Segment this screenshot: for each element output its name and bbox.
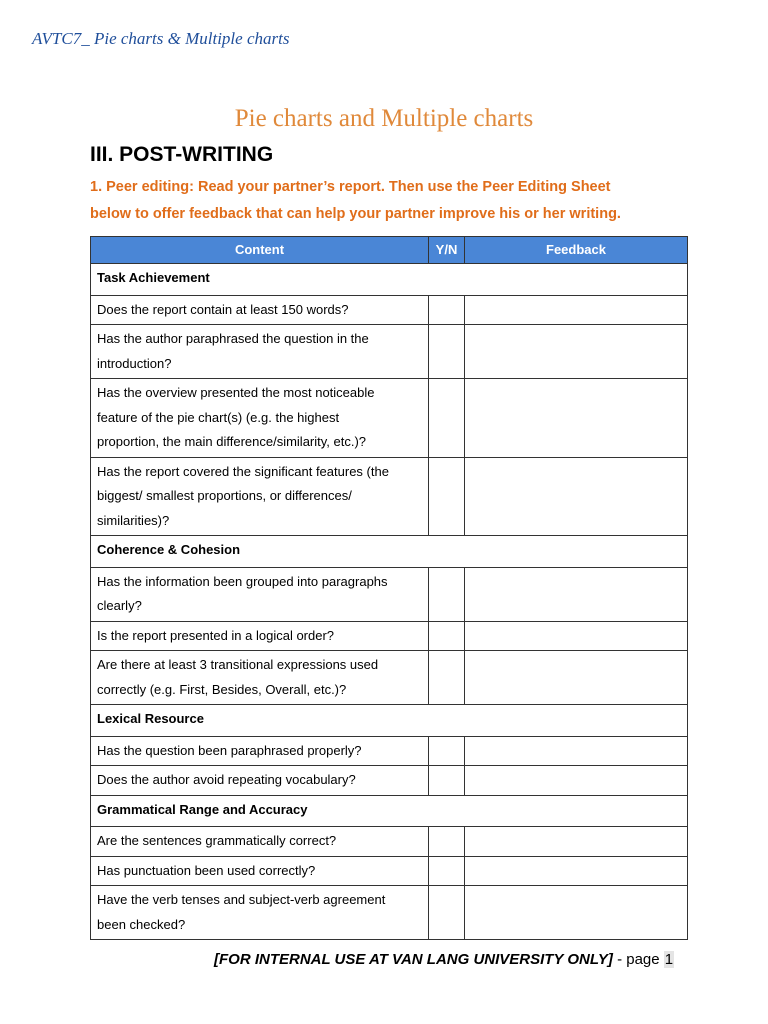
question-text-line: Has punctuation been used correctly? bbox=[97, 862, 316, 878]
instruction-text bbox=[90, 174, 690, 228]
feedback-cell[interactable] bbox=[465, 856, 688, 886]
yn-answer-cell[interactable] bbox=[429, 856, 465, 886]
peer-editing-table bbox=[90, 236, 688, 940]
question-cell bbox=[91, 379, 429, 458]
yn-answer-cell[interactable] bbox=[429, 457, 465, 536]
section-row bbox=[91, 264, 688, 296]
question-row bbox=[91, 295, 688, 325]
feedback-cell[interactable] bbox=[465, 295, 688, 325]
question-text-line: introduction? bbox=[97, 355, 172, 371]
footer-page-label: - page bbox=[612, 951, 664, 968]
question-text-line: Is the report presented in a logical order? bbox=[97, 627, 335, 643]
column-header-content: Content bbox=[91, 237, 429, 264]
section-row bbox=[91, 795, 688, 827]
question-text-line: Has the question been paraphrased properly? bbox=[97, 742, 362, 758]
feedback-cell[interactable] bbox=[465, 651, 688, 705]
question-cell bbox=[91, 651, 429, 705]
question-row bbox=[91, 457, 688, 536]
question-text-line: Are the sentences grammatically correct? bbox=[97, 833, 337, 848]
feedback-cell[interactable] bbox=[465, 827, 688, 857]
question-text-line: proportion, the main difference/similarity, etc.)? bbox=[97, 434, 367, 449]
yn-answer-cell[interactable] bbox=[429, 651, 465, 705]
yn-answer-cell[interactable] bbox=[429, 379, 465, 458]
question-text-line: Does the report contain at least 150 words? bbox=[97, 301, 349, 317]
question-row bbox=[91, 651, 688, 705]
yn-answer-cell[interactable] bbox=[429, 325, 465, 379]
page-footer bbox=[214, 951, 674, 968]
feedback-cell[interactable] bbox=[465, 457, 688, 536]
question-text-line: Has the information been grouped into paragraphs bbox=[97, 573, 388, 589]
section-title: Grammatical Range and Accuracy bbox=[91, 795, 688, 827]
yn-answer-cell[interactable] bbox=[429, 827, 465, 857]
question-cell bbox=[91, 325, 429, 379]
question-text-line: been checked? bbox=[97, 916, 186, 932]
question-row bbox=[91, 325, 688, 379]
question-cell bbox=[91, 856, 429, 886]
yn-answer-cell[interactable] bbox=[429, 886, 465, 940]
question-cell bbox=[91, 457, 429, 536]
section-heading: III. POST-WRITING bbox=[90, 143, 274, 166]
feedback-cell[interactable] bbox=[465, 621, 688, 651]
question-cell bbox=[91, 766, 429, 796]
feedback-cell[interactable] bbox=[465, 567, 688, 621]
table-header-row bbox=[91, 237, 688, 264]
question-cell bbox=[91, 886, 429, 940]
question-text-line: Have the verb tenses and subject-verb agreement bbox=[97, 892, 386, 907]
section-title: Lexical Resource bbox=[91, 705, 688, 737]
question-cell bbox=[91, 736, 429, 766]
question-cell bbox=[91, 621, 429, 651]
question-text-line: clearly? bbox=[97, 598, 142, 613]
feedback-cell[interactable] bbox=[465, 766, 688, 796]
feedback-cell[interactable] bbox=[465, 736, 688, 766]
question-text-line: Has the author paraphrased the question in the bbox=[97, 331, 369, 346]
question-text-line: feature of the pie chart(s) (e.g. the highest bbox=[97, 409, 340, 425]
question-row bbox=[91, 379, 688, 458]
yn-answer-cell[interactable] bbox=[429, 736, 465, 766]
question-text-line: Does the author avoid repeating vocabulary? bbox=[97, 772, 356, 787]
question-row bbox=[91, 827, 688, 857]
feedback-cell[interactable] bbox=[465, 379, 688, 458]
column-header-feedback: Feedback bbox=[465, 237, 688, 264]
question-row bbox=[91, 736, 688, 766]
question-row bbox=[91, 621, 688, 651]
yn-answer-cell[interactable] bbox=[429, 766, 465, 796]
question-text-line: Has the report covered the significant features (the bbox=[97, 463, 389, 479]
question-cell bbox=[91, 295, 429, 325]
feedback-cell[interactable] bbox=[465, 325, 688, 379]
question-text-line: correctly (e.g. First, Besides, Overall, etc.)? bbox=[97, 681, 347, 697]
question-text-line: Has the overview presented the most noticeable bbox=[97, 385, 375, 400]
question-row bbox=[91, 856, 688, 886]
yn-answer-cell[interactable] bbox=[429, 621, 465, 651]
document-header: AVTC7_ Pie charts & Multiple charts bbox=[32, 29, 290, 48]
yn-answer-cell[interactable] bbox=[429, 295, 465, 325]
question-row bbox=[91, 567, 688, 621]
section-title: Coherence & Cohesion bbox=[91, 536, 688, 568]
section-row bbox=[91, 536, 688, 568]
section-row bbox=[91, 705, 688, 737]
question-row bbox=[91, 766, 688, 796]
question-cell bbox=[91, 827, 429, 857]
question-text-line: Are there at least 3 transitional expressions used bbox=[97, 657, 379, 672]
feedback-cell[interactable] bbox=[465, 886, 688, 940]
yn-answer-cell[interactable] bbox=[429, 567, 465, 621]
footer-page-number: 1 bbox=[664, 951, 674, 968]
document-title: Pie charts and Multiple charts bbox=[234, 105, 534, 132]
section-title: Task Achievement bbox=[91, 264, 688, 296]
column-header-yn: Y/N bbox=[429, 237, 465, 264]
question-text-line: biggest/ smallest proportions, or differences/ bbox=[97, 488, 352, 503]
table-body bbox=[91, 264, 688, 940]
question-cell bbox=[91, 567, 429, 621]
question-row bbox=[91, 886, 688, 940]
footer-internal-notice: [FOR INTERNAL USE AT VAN LANG UNIVERSITY ONLY] bbox=[214, 951, 613, 968]
question-text-line: similarities)? bbox=[97, 512, 170, 528]
instruction-line-2: below to offer feedback that can help your partner improve his or her writing. bbox=[90, 206, 621, 222]
instruction-line-1: 1. Peer editing: Read your partner’s report. Then use the Peer Editing Sheet bbox=[90, 179, 611, 195]
